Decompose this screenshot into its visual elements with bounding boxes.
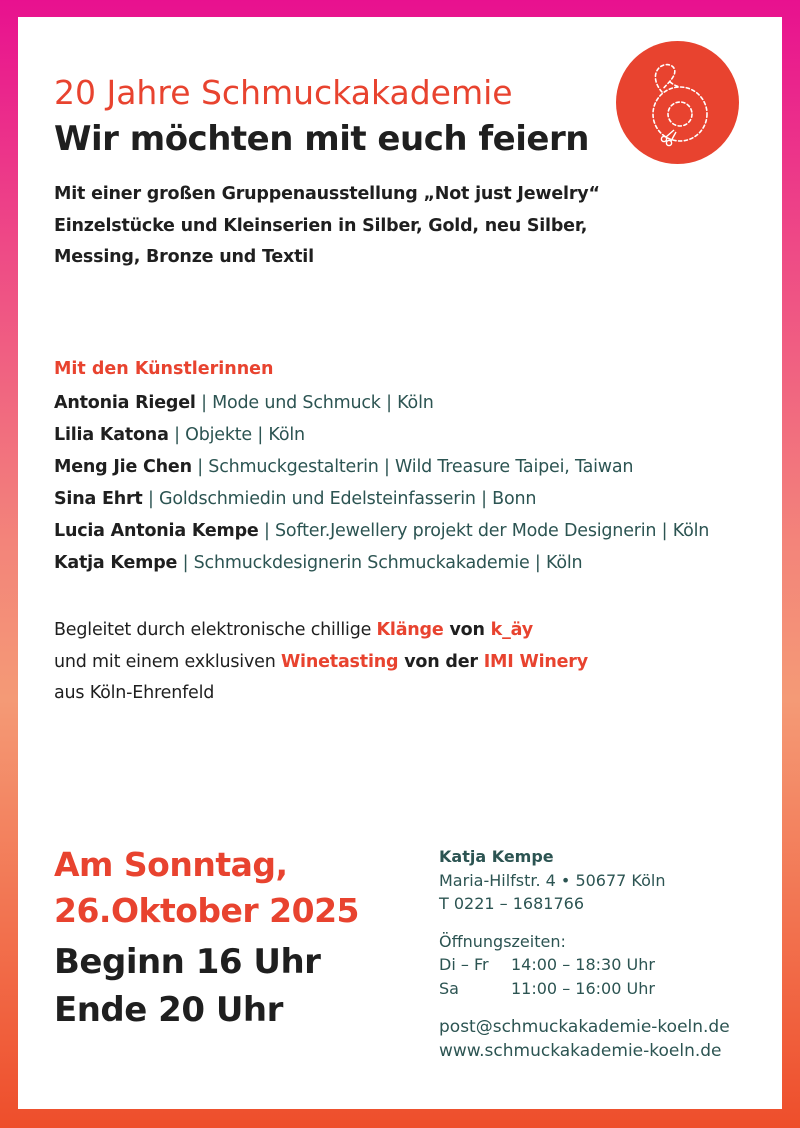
- artist-item: [54, 419, 709, 451]
- opening-hours-title: Öffnungszeiten:: [439, 931, 566, 951]
- highlight-winetasting: Winetasting: [280, 651, 399, 672]
- page-subtitle: Wir möchten mit euch feiern: [54, 119, 589, 159]
- artists-heading: Mit den Künstlerinnen: [54, 359, 274, 379]
- contact-website[interactable]: www.schmuckakademie-koeln.de: [439, 1040, 722, 1061]
- accompaniment-line: [54, 647, 588, 679]
- contact-email[interactable]: post@schmuckakademie-koeln.de: [439, 1017, 730, 1037]
- artist-item: [54, 387, 709, 419]
- hours-days: Sa: [439, 978, 459, 998]
- artist-item: [54, 483, 709, 515]
- artist-item: [54, 451, 709, 483]
- artist-name: Meng Jie Chen: [54, 457, 192, 477]
- intro-line: Einzelstücke und Kleinserien in Silber, Gold, neu Silber,: [54, 215, 588, 236]
- accompaniment-text: [54, 615, 588, 710]
- artist-item: [54, 547, 709, 579]
- artist-name: Lucia Antonia Kempe: [54, 521, 259, 541]
- artist-name: Lilia Katona: [54, 425, 169, 445]
- artist-description: | Goldschmiedin und Edelsteinfasserin | Bonn: [147, 489, 537, 509]
- highlight-music: Klänge: [376, 620, 444, 640]
- text-span: von der: [398, 651, 484, 672]
- accompaniment-line: aus Köln-Ehrenfeld: [54, 683, 215, 703]
- event-date-line2: 26.Oktober 2025: [54, 891, 360, 930]
- artist-description: | Schmuckdesignerin Schmuckakademie | Köln: [182, 553, 583, 573]
- hours-time: 11:00 – 16:00 Uhr: [511, 978, 655, 998]
- event-begin-time: Beginn 16 Uhr: [54, 942, 321, 982]
- text-span: und mit einem exklusiven: [54, 651, 281, 672]
- artist-description: | Mode und Schmuck | Köln: [201, 393, 434, 413]
- opening-hours-row: [439, 977, 730, 1001]
- contact-block: [439, 845, 730, 1063]
- artist-name: Antonia Riegel: [54, 393, 196, 413]
- artist-name: Katja Kempe: [54, 553, 178, 573]
- event-end-time: Ende 20 Uhr: [54, 990, 283, 1030]
- artist-description: | Objekte | Köln: [174, 425, 305, 445]
- exhibition-intro: [54, 179, 600, 274]
- event-date-line1: Am Sonntag,: [54, 845, 288, 884]
- highlight-dj: k_äy: [490, 620, 533, 640]
- page-title: 20 Jahre Schmuckakademie: [54, 73, 513, 112]
- ring-logo-icon: [616, 41, 739, 164]
- artist-name: Sina Ehrt: [54, 489, 143, 509]
- intro-line: Messing, Bronze und Textil: [54, 247, 314, 267]
- contact-address: Maria-Hilfstr. 4 • 50677 Köln: [439, 870, 666, 890]
- accompaniment-line: [54, 615, 588, 647]
- text-span: Begleitet durch elektronische chillige: [54, 620, 377, 640]
- artist-description: | Softer.Jewellery projekt der Mode Designerin | Köln: [263, 521, 710, 541]
- artist-description: | Schmuckgestalterin | Wild Treasure Taipei, Taiwan: [197, 457, 634, 477]
- hours-time: 14:00 – 18:30 Uhr: [511, 955, 655, 974]
- opening-hours-row: [439, 953, 730, 977]
- text-span: von: [443, 620, 491, 640]
- highlight-winery: IMI Winery: [483, 651, 588, 672]
- contact-name: Katja Kempe: [439, 847, 554, 866]
- contact-phone: T 0221 – 1681766: [439, 894, 585, 913]
- flyer-sheet: [18, 17, 782, 1109]
- hours-days: Di – Fr: [439, 955, 489, 974]
- intro-line: Mit einer großen Gruppenausstellung „Not just Jewelry“: [54, 184, 600, 204]
- artist-item: [54, 515, 709, 547]
- artists-list: [54, 387, 709, 579]
